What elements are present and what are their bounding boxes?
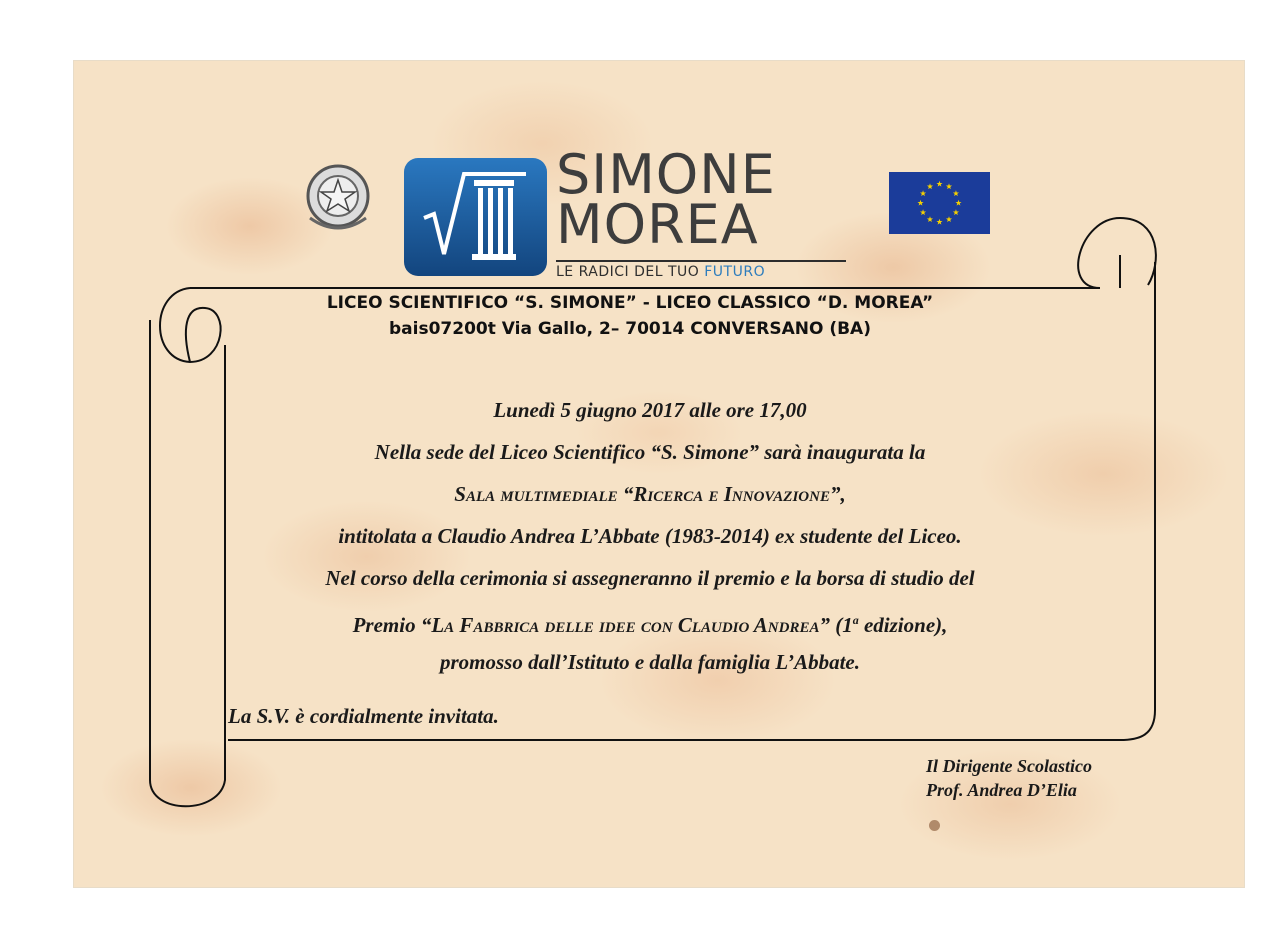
- paper-mark: [929, 820, 940, 831]
- body-line-2: Nella sede del Liceo Scientifico “S. Simone” sarà inaugurata la: [374, 440, 926, 464]
- sqrt-column-logo-icon: [404, 158, 547, 276]
- invitation-body: [230, 394, 1070, 688]
- signature-block: [926, 754, 1092, 802]
- signature-name: Prof. Andrea D’Elia: [926, 780, 1077, 800]
- invitation-closing: La S.V. è cordialmente invitata.: [228, 704, 499, 728]
- italian-republic-emblem-icon: [300, 158, 376, 240]
- eu-flag-icon: [889, 172, 990, 234]
- body-line-5: Nel corso della cerimonia si assegneranno il premio e la borsa di studio del: [325, 566, 975, 590]
- award-prefix: Premio “: [352, 613, 432, 637]
- award-name: La Fabbrica delle idee con Claudio Andrea: [431, 613, 820, 637]
- award-suffix: edizione),: [858, 613, 948, 637]
- award-edition-sup: a: [852, 613, 859, 627]
- signature-role: Il Dirigente Scolastico: [926, 756, 1092, 776]
- school-name: LICEO SCIENTIFICO “S. SIMONE” - LICEO CLASSICO “D. MOREA”: [326, 293, 934, 313]
- award-mid: ” (1: [819, 613, 853, 637]
- body-line-4: intitolata a Claudio Andrea L’Abbate (1983-2014) ex studente del Liceo.: [338, 524, 962, 548]
- brand-tagline: [556, 260, 846, 280]
- tagline-main: LE RADICI DEL TUO: [556, 264, 705, 280]
- tagline-accent: FUTURO: [704, 264, 766, 280]
- event-date: Lunedì 5 giugno 2017 alle ore 17,00: [493, 398, 807, 422]
- brand-line-1: SIMONE: [556, 143, 776, 206]
- room-name: Sala multimediale “Ricerca e Innovazione”,: [454, 482, 846, 506]
- brand-name: [556, 143, 846, 260]
- body-line-7: promosso dall’Istituto e dalla famiglia L’Abbate.: [439, 650, 861, 674]
- award-line: [230, 604, 1070, 646]
- school-header: [200, 290, 1060, 342]
- brand-line-2: MOREA: [556, 193, 759, 256]
- school-address: bais07200t Via Gallo, 2– 70014 CONVERSANO (BA): [389, 319, 871, 339]
